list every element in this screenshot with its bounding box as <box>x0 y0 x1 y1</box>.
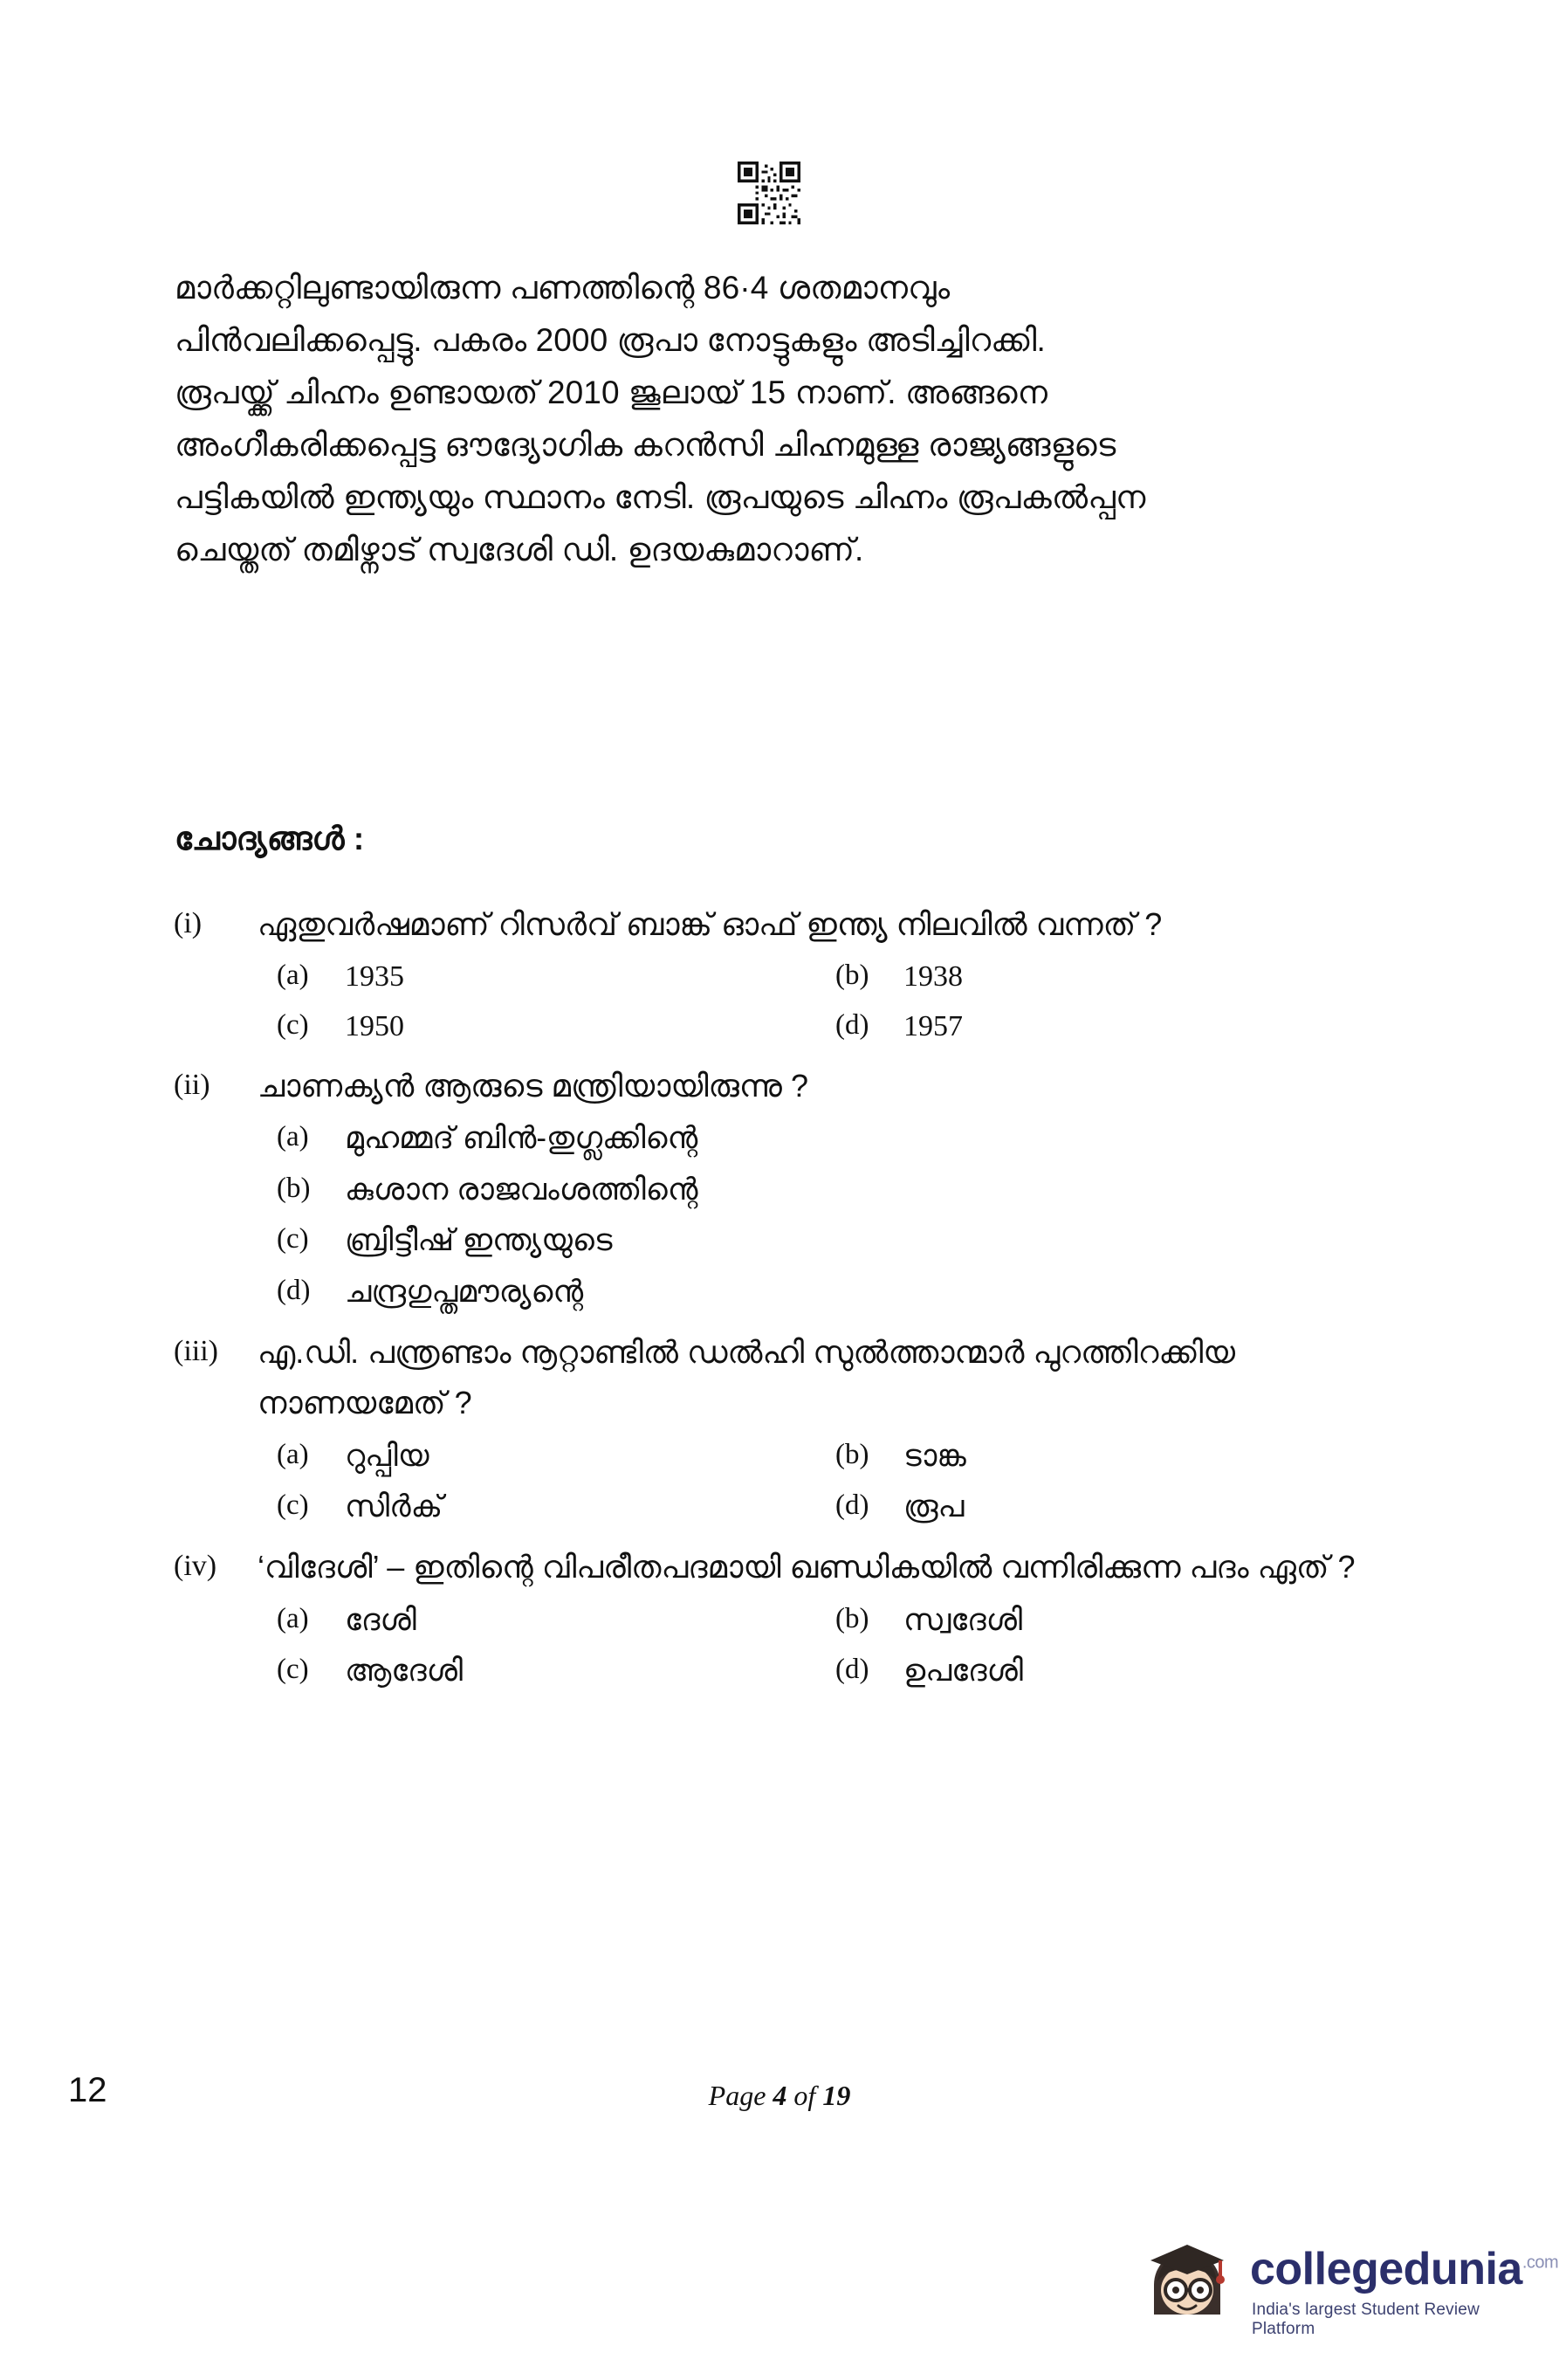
option-tag: (c) <box>277 1489 309 1522</box>
question-text: എ.ഡി. പന്ത്രണ്ടാം നൂറ്റാണ്ടിൽ ഡൽഹി സുൽത്താന്മാർ പുറത്തിറക്കിയ നാണയമേത് ? <box>258 1334 1236 1421</box>
page-of-label <box>0 2080 1559 2112</box>
option-b[interactable] <box>816 952 1375 1001</box>
option-value: കുശാന രാജവംശത്തിന്റെ <box>345 1172 698 1207</box>
option-group <box>258 1113 1401 1318</box>
question-number: (i) <box>174 907 203 939</box>
option-value: റുപ്പിയ <box>345 1438 429 1473</box>
passage-line: പട്ടികയിൽ ഇന്ത്യയും സ്ഥാനം നേടി. രൂപയുടെ ചിഹ്നം രൂപകൽപ്പന <box>175 478 1146 515</box>
option-tag: (b) <box>835 1438 869 1470</box>
questions-list <box>161 899 1401 1706</box>
passage-text <box>175 262 1397 576</box>
option-value: ചന്ദ്രഗുപ്തമൗര്യന്റെ <box>345 1275 584 1310</box>
page-number: 12 <box>68 2071 107 2109</box>
option-a[interactable] <box>258 1431 816 1482</box>
option-group <box>258 952 1401 1051</box>
collegedunia-tagline: India's largest Student Review Platform <box>1252 2301 1480 2338</box>
option-tag: (a) <box>277 960 309 992</box>
option-value: 1935 <box>345 960 404 994</box>
question-item <box>161 1542 1401 1697</box>
option-d[interactable] <box>816 1001 1375 1051</box>
option-a[interactable] <box>258 1113 1401 1165</box>
question-item <box>161 899 1401 1052</box>
collegedunia-watermark <box>1135 2231 1559 2340</box>
question-number: (ii) <box>174 1068 210 1101</box>
question-text: ഏതുവർഷമാണ് റിസർവ് ബാങ്ക് ഓഫ് ഇന്ത്യ നിലവിൽ വന്നത് ? <box>258 906 1163 942</box>
question-item <box>161 1061 1401 1319</box>
collegedunia-brand-suffix: .com <box>1521 2253 1559 2273</box>
option-value: മുഹമ്മദ് ബിൻ-തുഗ്ലക്കിന്റെ <box>345 1120 698 1155</box>
option-value: 1950 <box>345 1010 404 1043</box>
qr-code-icon <box>738 162 800 224</box>
option-d[interactable] <box>258 1267 1401 1318</box>
option-c[interactable] <box>258 1646 816 1697</box>
option-tag: (c) <box>277 1654 309 1686</box>
page-of-prefix: Page <box>708 2080 773 2111</box>
question-item <box>161 1327 1401 1533</box>
option-value: ബ്രിട്ടീഷ് ഇന്ത്യയുടെ <box>345 1223 613 1258</box>
option-group <box>258 1431 1401 1534</box>
option-tag: (a) <box>277 1120 309 1152</box>
option-tag: (c) <box>277 1009 309 1042</box>
collegedunia-brand-name: collegedunia <box>1250 2244 1522 2294</box>
page-of-current: 4 <box>773 2080 787 2111</box>
option-value: സിർക് <box>345 1489 443 1524</box>
option-a[interactable] <box>258 1595 816 1647</box>
collegedunia-brand <box>1250 2243 1558 2295</box>
option-b[interactable] <box>816 1595 1375 1647</box>
option-tag: (d) <box>835 1654 869 1686</box>
option-value: ഉപദേശി <box>903 1654 1023 1689</box>
page-of-middle: of <box>786 2080 823 2111</box>
passage-line: ചെയ്തത് തമിഴ്നാട് സ്വദേശി ഡി. ഉദയകുമാറാണ്. <box>175 531 864 567</box>
option-tag: (c) <box>277 1223 309 1255</box>
question-number: (iv) <box>174 1550 217 1583</box>
option-tag: (d) <box>835 1009 869 1042</box>
option-c[interactable] <box>258 1215 1401 1267</box>
option-value: ടാങ്ക <box>903 1438 966 1473</box>
option-tag: (a) <box>277 1602 309 1634</box>
questions-heading: ചോദ്യങ്ങൾ : <box>175 821 365 856</box>
option-a[interactable] <box>258 952 816 1001</box>
option-tag: (a) <box>277 1438 309 1470</box>
option-d[interactable] <box>816 1482 1375 1533</box>
option-b[interactable] <box>258 1165 1401 1216</box>
option-value: ദേശി <box>345 1602 416 1637</box>
option-b[interactable] <box>816 1431 1375 1482</box>
option-c[interactable] <box>258 1001 816 1051</box>
option-c[interactable] <box>258 1482 816 1533</box>
option-value: ആദേശി <box>345 1654 464 1689</box>
question-text: ചാണക്യൻ ആരുടെ മന്ത്രിയായിരുന്നു ? <box>258 1067 808 1104</box>
option-value: രൂപ <box>903 1489 965 1524</box>
option-value: 1957 <box>903 1010 963 1043</box>
option-group <box>258 1595 1401 1698</box>
passage-line: പിൻവലിക്കപ്പെട്ടു. പകരം 2000 രൂപാ നോട്ടുകളും അടിച്ചിറക്കി. <box>175 321 1046 358</box>
page-of-total: 19 <box>822 2080 851 2111</box>
option-tag: (d) <box>835 1489 869 1522</box>
option-d[interactable] <box>816 1646 1375 1697</box>
option-tag: (b) <box>835 1602 869 1634</box>
option-tag: (d) <box>277 1275 311 1307</box>
collegedunia-mascot-icon <box>1135 2232 1240 2337</box>
option-value: സ്വദേശി <box>903 1602 1023 1637</box>
passage-line: മാർക്കറ്റിലുണ്ടായിരുന്ന പണത്തിന്റെ 86·4 ശതമാനവും <box>175 270 951 306</box>
passage-line: രൂപയ്ക്ക് ചിഹ്നം ഉണ്ടായത് 2010 ജൂലായ് 15 നാണ്. അങ്ങനെ <box>175 374 1048 410</box>
question-number: (iii) <box>174 1335 218 1368</box>
question-text: ‘വിദേശി’ – ഇതിന്റെ വിപരീതപദമായി ഖണ്ഡികയിൽ വന്നിരിക്കുന്ന പദം ഏത് ? <box>258 1549 1356 1586</box>
option-tag: (b) <box>835 960 869 992</box>
option-value: 1938 <box>903 960 963 994</box>
passage-line: അംഗീകരിക്കപ്പെട്ട ഔദ്യോഗിക കറൻസി ചിഹ്നമുള്ള രാജ്യങ്ങളുടെ <box>175 426 1116 463</box>
option-tag: (b) <box>277 1172 311 1204</box>
